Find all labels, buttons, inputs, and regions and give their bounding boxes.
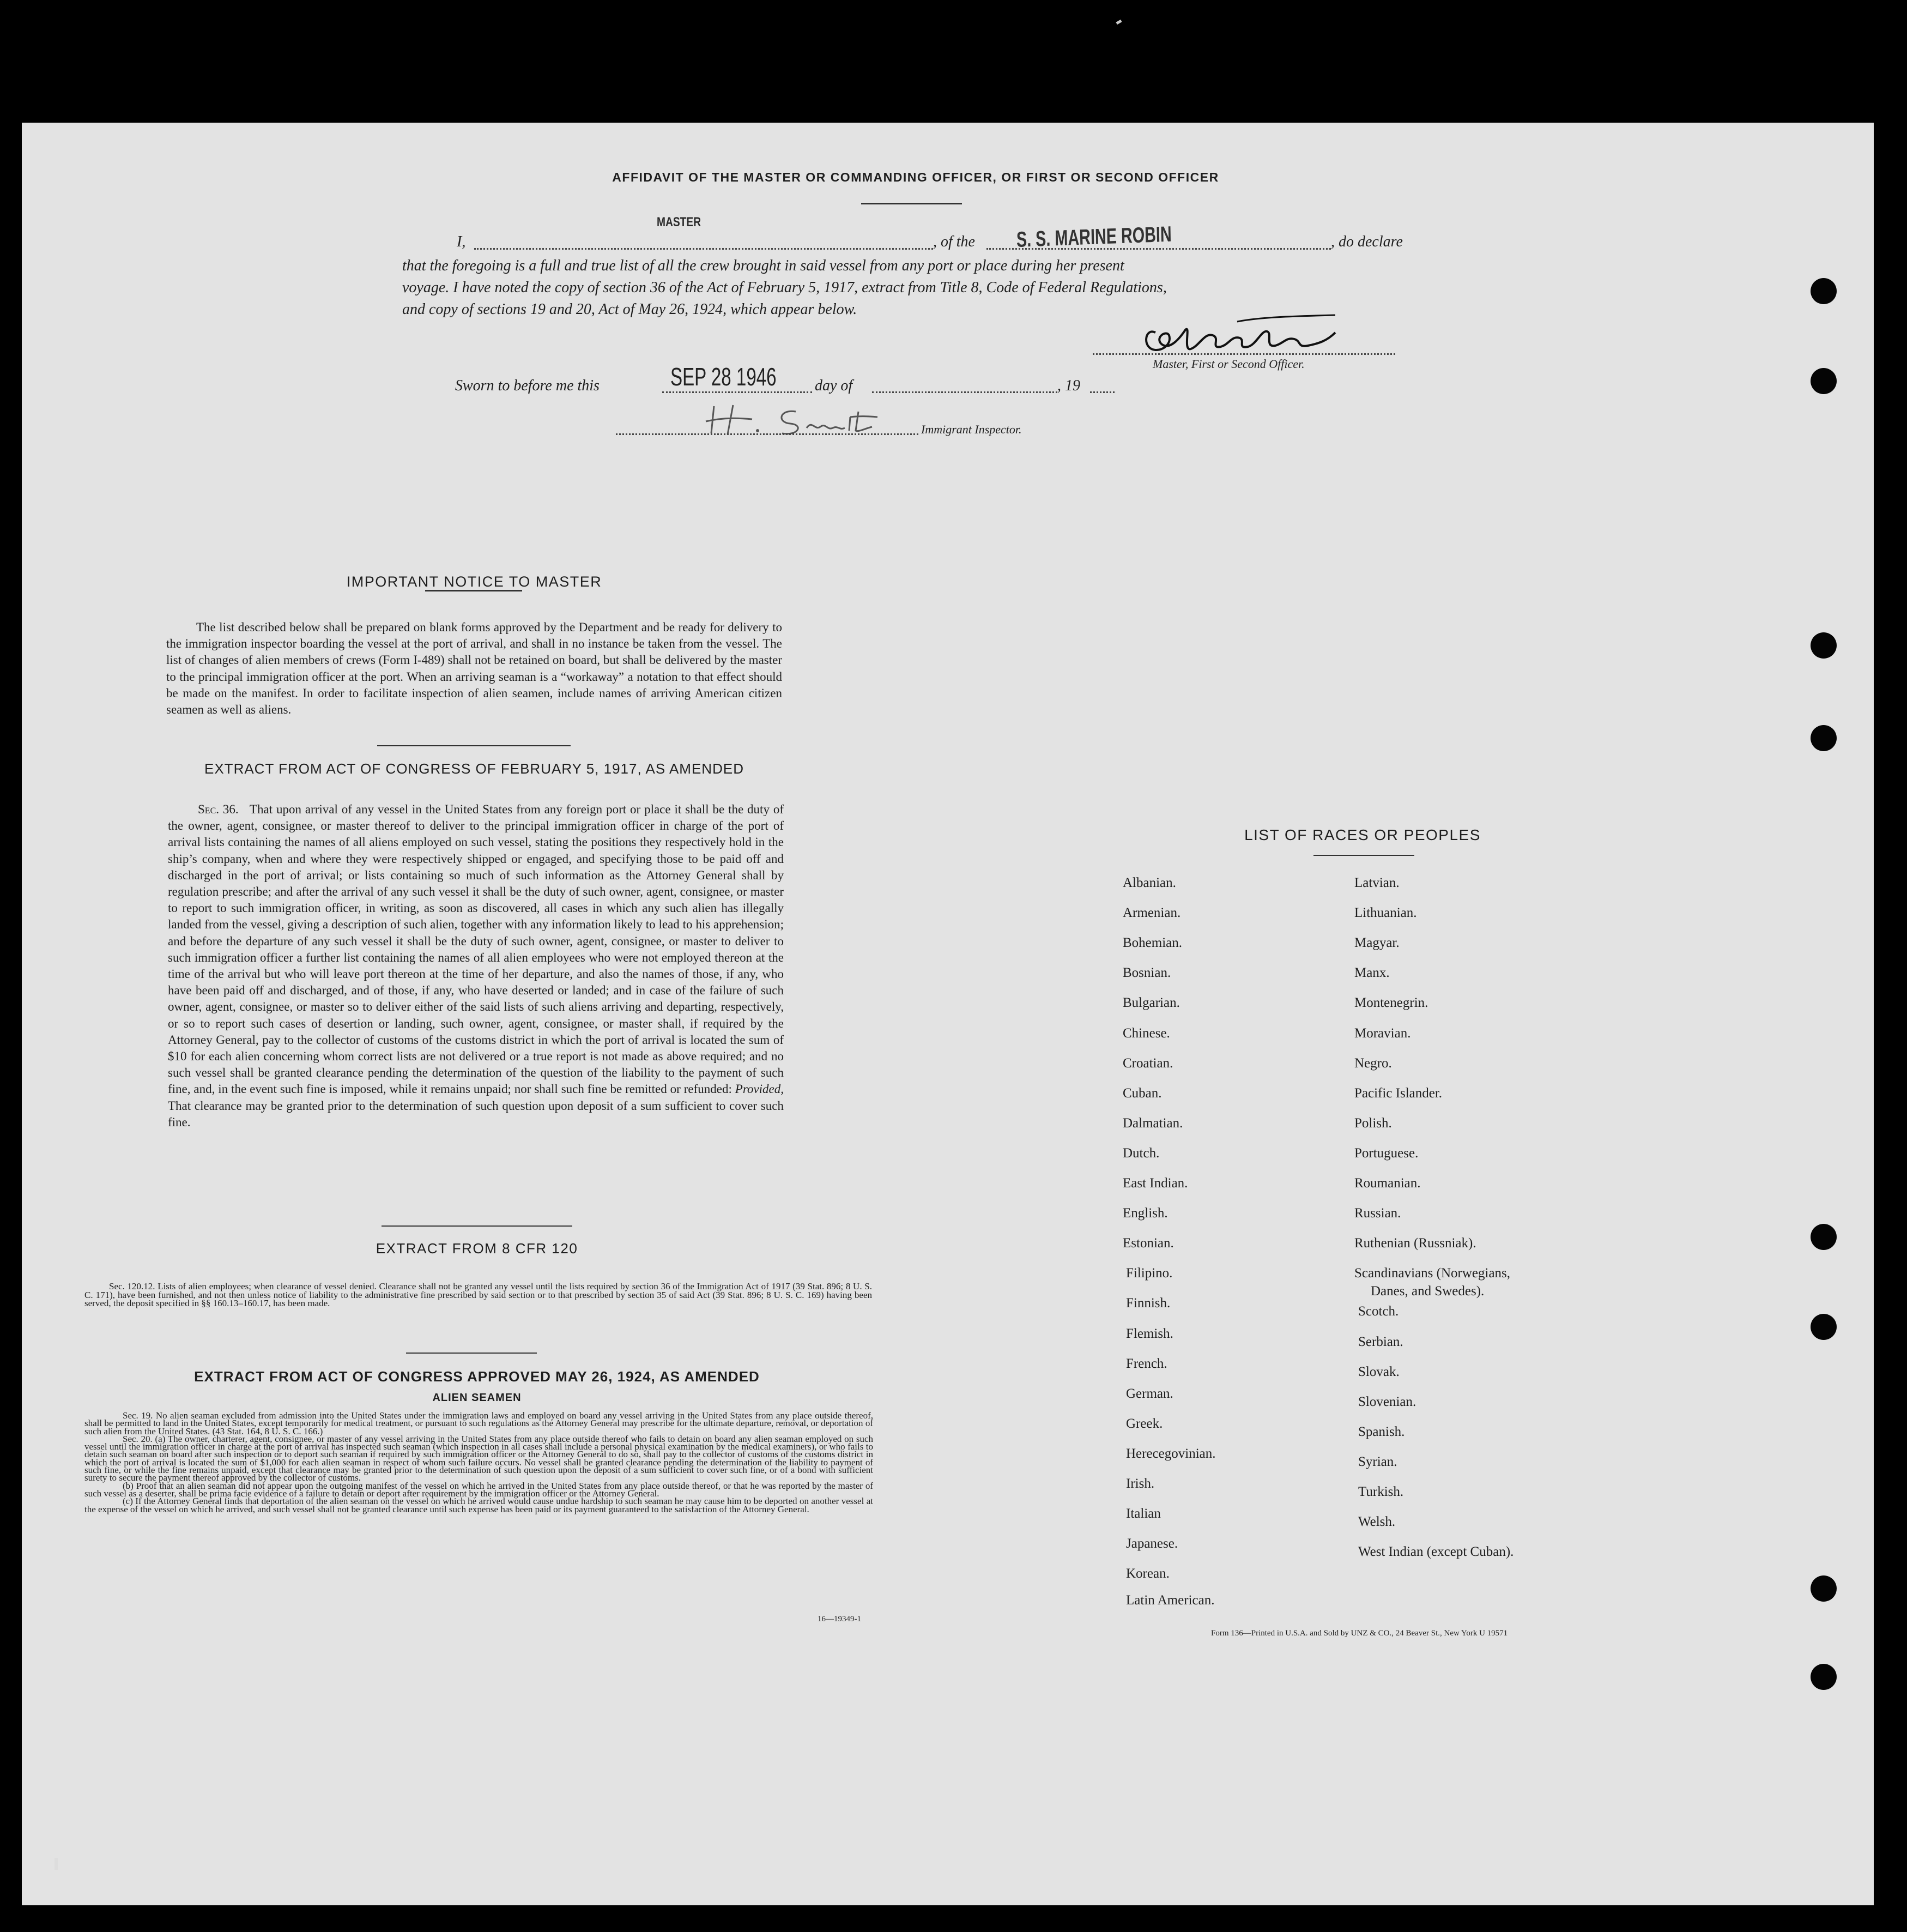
affidavit-of-the: , of the (933, 233, 975, 250)
extract-cfr-body: Sec. 120.12. Lists of alien employees; when clearance of vessel denied. Clearance shall not be granted any vessel until the lists required by section 36 of the Immigration Act of 1917 (39 Stat. 896; 8 U. S. C. 171), have been furnished, and not then unless notice of liability to the administrative fine prescribed by said section or to that prescribed by section 35 of said Act (39 Stat. 896; 8 U. S. C. 169) having been served, the deposit specified in §§ 160.13–160.17, has been made. (84, 1281, 872, 1308)
race-item: Herecegovinian. (1126, 1446, 1216, 1461)
affidavit-title: AFFIDAVIT OF THE MASTER OR COMMANDING OFFICER, OR FIRST OR SECOND OFFICER (612, 170, 1219, 184)
race-item: Magyar. (1354, 935, 1400, 951)
race-item: Roumanian. (1354, 1176, 1421, 1191)
sworn-date-stamp: SEP 28 1946 (670, 363, 777, 391)
race-item: Lithuanian. (1354, 905, 1417, 921)
provided-text: That clearance may be granted prior to the determination of such question upon deposit of a sum sufficient to cover such fine. (168, 1098, 784, 1129)
punch-hole (1811, 1575, 1837, 1602)
race-item: Syrian. (1358, 1454, 1397, 1469)
race-item: Serbian. (1358, 1334, 1403, 1349)
affidavit-line-2: that the foregoing is a full and true list of all the crew brought in said vessel from any port or place during her present (402, 257, 1124, 274)
year-line (1090, 391, 1115, 393)
master-stamp: MASTER (657, 215, 701, 230)
vessel-stamp: S. S. MARINE ROBIN (1016, 222, 1172, 252)
punch-hole (1811, 1224, 1837, 1250)
sec-36-text: That upon arrival of any vessel in the United States from any foreign port or place it shall be the duty of the owner, agent, consignee, or master thereof to deliver to the principal immigration officer in charge of the port of arrival lists containing the names of all aliens employed on such vessel, stating the positions they respectively hold in the ship’s company, when and where they were respectively shipped or engaged, and specifying those to be paid off and discharged in the port of arrival; or lists containing so much of such information as the Attorney General shall by regulation prescribe; and after the arrival of any such vessel it shall be the duty of such owner, agent, consignee, or master to report to such immigration officer, in writing, as soon as discovered, all cases in which any such alien has illegally landed from the vessel, giving a description of such alien, together with any information likely to lead to his apprehension; and before the departure of any such vessel it shall be the duty of such owner, agent, consignee, or master to deliver to such immigration officer a further list containing the names of all alien employees who were not employed thereon at the time of the arrival but who will leave port thereon at the time of her departure, and also the names of those, if any, who have been paid off and discharged, and of those, if any, who have deserted or landed; and in case of the failure of such owner, agent, consignee, or master so to deliver either of the said lists of such aliens arriving and departing, respectively, or so to report such cases of desertion or landing, such owner, agent, consignee, or master shall, if required by the Attorney General, pay to the collector of customs of the customs district in which the port of arrival is located the sum of $10 for each alien concerning whom correct lists are not delivered or a true report is not made as above required; and no such vessel shall be granted clearance pending the determination of the question of the liability to the payment of such fine, and, in the event such fine is imposed, while it remains unpaid; nor shall such fine be remitted or refunded: (168, 802, 784, 1096)
print-code: 16—19349-1 (818, 1615, 861, 1623)
races-rule (1313, 855, 1414, 856)
race-item: Korean. (1126, 1566, 1170, 1581)
corner-mark (1116, 20, 1122, 25)
race-item: Dalmatian. (1123, 1115, 1183, 1131)
race-item: Slovenian. (1358, 1394, 1416, 1409)
provided-label: Provided, (735, 1082, 784, 1096)
race-item: Turkish. (1358, 1484, 1404, 1499)
race-item: Pacific Islander. (1354, 1085, 1443, 1101)
year-prefix: , 19 (1057, 377, 1080, 394)
inspector-signature-line (616, 433, 918, 435)
race-item: Latin American. (1126, 1593, 1215, 1608)
extract-cfr-divider (406, 1353, 537, 1354)
race-item: Bulgarian. (1123, 995, 1180, 1011)
race-item: Spanish. (1358, 1424, 1405, 1439)
officer-caption: Master, First or Second Officer. (1153, 357, 1305, 371)
extract-1924-body (84, 1412, 873, 1513)
notice-heading: IMPORTANT NOTICE TO MASTER (346, 573, 602, 590)
form-footer: Form 136—Printed in U.S.A. and Sold by UNZ & CO., 24 Beaver St., New York U 19571 (1211, 1629, 1508, 1638)
race-item: German. (1126, 1386, 1173, 1401)
race-item: Dutch. (1123, 1145, 1160, 1161)
race-item: Armenian. (1123, 905, 1181, 921)
notice-body: The list described below shall be prepared on blank forms approved by the Department and be ready for delivery to the immigration inspector boarding the vessel at the port of arrival, and shall in no instance be taken from the vessel. The list of changes of alien members of crews (Form I-489) shall not be retained on board, but shall be delivered by the master to the principal immigration officer at the port. When an arriving seaman is a “workaway” a notation to that effect should be made on the manifest. In order to facilitate inspection of alien seamen, include names of arriving American citizen seamen as well as aliens. (166, 620, 782, 717)
punch-hole (1811, 632, 1837, 659)
race-item: Ruthenian (Russniak). (1354, 1236, 1476, 1251)
sec-36-label: Sec. 36. (198, 802, 239, 816)
master-name-line (474, 248, 933, 250)
race-item: Finnish. (1126, 1296, 1171, 1311)
day-of-label: day of (815, 377, 853, 394)
race-item: Bohemian. (1123, 935, 1183, 951)
race-item: Flemish. (1126, 1326, 1173, 1341)
punch-hole (1811, 368, 1837, 394)
extract-1924-heading: EXTRACT FROM ACT OF CONGRESS APPROVED MAY 26, 1924, AS AMENDED (194, 1368, 760, 1385)
race-item: Danes, and Swedes). (1371, 1284, 1485, 1299)
race-item: Scandinavians (Norwegians, (1354, 1266, 1511, 1281)
sworn-day-line (662, 391, 812, 393)
race-item: Chinese. (1123, 1025, 1170, 1041)
affidavit-line-4: and copy of sections 19 and 20, Act of May 26, 1924, which appear below. (402, 301, 857, 318)
notice-rule (425, 590, 522, 591)
extract-1917-heading: EXTRACT FROM ACT OF CONGRESS OF FEBRUARY 5, 1917, AS AMENDED (204, 760, 744, 777)
race-item: Latvian. (1354, 876, 1400, 890)
sworn-label: Sworn to before me this (455, 377, 600, 394)
race-item: French. (1126, 1356, 1167, 1371)
race-item: Welsh. (1358, 1514, 1396, 1530)
race-item: Manx. (1354, 965, 1390, 981)
punch-hole (1811, 1664, 1837, 1690)
affidavit-do-declare: , do declare (1331, 233, 1403, 250)
punch-hole (1811, 278, 1837, 304)
race-item: Scotch. (1358, 1304, 1399, 1319)
race-item: Russian. (1354, 1206, 1401, 1221)
race-item: Irish. (1126, 1476, 1155, 1491)
month-line (872, 391, 1057, 393)
race-item: Slovak. (1358, 1364, 1400, 1379)
corner-mark (55, 1858, 58, 1870)
race-item: Albanian. (1123, 876, 1176, 890)
extract-1924-subheading: ALIEN SEAMEN (432, 1392, 522, 1404)
extract-cfr-heading: EXTRACT FROM 8 CFR 120 (376, 1240, 578, 1257)
affidavit-line-3: voyage. I have noted the copy of section 36 of the Act of February 5, 1917, extract from Title 8, Code of Federal Regulations, (402, 279, 1167, 296)
race-item: Cuban. (1123, 1085, 1162, 1101)
master-signature-line (1093, 353, 1395, 355)
race-item: Moravian. (1354, 1025, 1411, 1041)
affidavit-i-label: I, (457, 233, 466, 250)
race-item: Polish. (1354, 1115, 1392, 1131)
race-item: Negro. (1354, 1055, 1392, 1071)
race-item: English. (1123, 1206, 1168, 1221)
race-item: Greek. (1126, 1416, 1163, 1431)
race-item: West Indian (except Cuban). (1358, 1544, 1514, 1560)
inspector-caption: Immigrant Inspector. (921, 422, 1022, 436)
race-item: Italian (1126, 1506, 1161, 1522)
sec-19-text: Sec. 19. No alien seaman excluded from admission into the United States under the immigration laws and employed on board any vessel arriving in the United States from any place outside thereof, shall be permitted to land in the United States, except temporarily for medical treatment, or pursuant to such regulations as the Attorney General may prescribe for the ultimate departure, removal, or deportation of such alien from the United States. (43 Stat. 164, 8 U. S. C. 166.) (84, 1410, 873, 1436)
races-heading: LIST OF RACES OR PEOPLES (1244, 826, 1481, 843)
extract-1917-divider (382, 1225, 572, 1227)
race-item: Japanese. (1126, 1536, 1178, 1551)
race-item: East Indian. (1123, 1176, 1188, 1191)
notice-divider (377, 745, 571, 746)
punch-hole (1811, 1314, 1837, 1340)
race-item: Montenegrin. (1354, 995, 1428, 1011)
punch-hole (1811, 725, 1837, 751)
race-item: Estonian. (1123, 1236, 1174, 1251)
sec-20b-text: (b) Proof that an alien seaman did not appear upon the outgoing manifest of the vessel on which he arrived in the United States from any place outside thereof, or that he was reported by the master of such vessel as a deserter, shall be prima facie evidence of a failure to detain or deport after requirement by the immigration officer or the Attorney General. (84, 1480, 873, 1499)
race-item: Croatian. (1123, 1055, 1173, 1071)
sec-20c-text: (c) If the Attorney General finds that deportation of the alien seaman on the vessel on which he arrived would cause undue hardship to such seaman he may cause him to be deported on another vessel at the expense of the vessel on which he arrived, and such vessel shall not be granted clearance until such expense has been paid or its payment guaranteed to the satisfaction of the Attorney General. (84, 1496, 873, 1514)
race-item: Bosnian. (1123, 965, 1171, 981)
sec-20a-text: Sec. 20. (a) The owner, charterer, agent, consignee, or master of any vessel arriving in the United States from any place outside thereof who fails to detain on board any alien seaman employed on such vessel until the immigration officer in charge at the port of arrival has inspected such seaman (which inspection in all cases shall include a personal physical examination by the medical examiners), or who fails to detain such seaman on board after such inspection or to deport such seaman if required by such immigration officer or the Attorney General to do so, shall pay to the collector of customs of the customs district in which the port of arrival is located the sum of $1,000 for each alien seaman in respect of whom such failure occurs. No vessel shall be granted clearance pending the determination of the liability to payment of such fine, or while the fine remains unpaid, except that clearance may be granted prior to the determination of such question upon the deposit of a sum sufficient to cover such fine, or of a bond with sufficient surety to secure the payment thereof approved by the collector of customs. (84, 1433, 873, 1483)
extract-1917-body (168, 801, 784, 1131)
title-rule (861, 203, 962, 204)
race-item: Filipino. (1126, 1266, 1173, 1281)
race-item: Portuguese. (1354, 1145, 1419, 1161)
